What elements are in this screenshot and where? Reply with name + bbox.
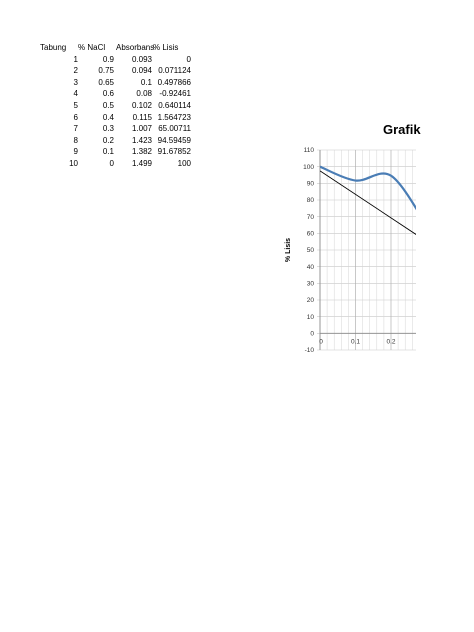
y-tick-label: 90 xyxy=(306,180,314,188)
table-cell: 10 xyxy=(69,158,78,168)
table-cell: 0.1 xyxy=(140,77,152,87)
chart-axes xyxy=(303,147,416,354)
table-cell: 0.115 xyxy=(132,112,152,122)
x-tick-label: 0.1 xyxy=(350,338,361,346)
chart-series xyxy=(320,167,427,237)
x-tick-label: 0 xyxy=(319,338,323,346)
table-cell: 1.564723 xyxy=(157,112,191,122)
table-cell: 0.2 xyxy=(102,135,114,145)
table-cell: 9 xyxy=(73,147,78,157)
table-cell: 100 xyxy=(177,158,191,168)
y-tick-label: 20 xyxy=(306,297,314,305)
y-tick-label: 50 xyxy=(306,247,314,255)
header-lisis: % Lisis xyxy=(153,43,179,52)
table-cell: 4 xyxy=(73,89,78,99)
y-axis-label: % Lisis xyxy=(285,237,292,263)
table-cell: 7 xyxy=(73,124,78,134)
table-cell: 0.6 xyxy=(102,89,114,99)
table-cell: 0.640114 xyxy=(158,100,191,110)
y-tick-label: 80 xyxy=(306,197,314,205)
table-cell: 0 xyxy=(109,158,114,168)
table-cell: 2 xyxy=(73,66,78,76)
header-tabung: Tabung xyxy=(40,43,67,52)
y-tick-label: 100 xyxy=(303,163,314,171)
y-tick-label: 70 xyxy=(306,213,314,221)
table-cell: 0.497866 xyxy=(157,77,191,87)
header-absorbans: Absorbans xyxy=(116,43,155,52)
table-cell: 0.5 xyxy=(102,100,114,110)
y-tick-label: 0 xyxy=(310,330,314,338)
x-tick-label: 0.2 xyxy=(386,338,396,346)
table-cell: 0.102 xyxy=(131,100,152,110)
table-cell: 1.423 xyxy=(131,135,152,145)
table-cell: 0.9 xyxy=(102,54,114,64)
table-cell: 8 xyxy=(73,135,78,145)
table-cell: 0.071124 xyxy=(158,66,191,76)
table-cell: 94.59459 xyxy=(157,135,191,145)
chart-title: Grafik xyxy=(383,122,421,137)
table-cell: 0.3 xyxy=(102,124,114,134)
y-tick-label: -10 xyxy=(304,347,314,355)
table-cell: 5 xyxy=(73,100,78,110)
table-cell: 0.08 xyxy=(136,89,152,99)
y-tick-label: 30 xyxy=(306,280,314,288)
header-nacl: % NaCl xyxy=(78,43,106,52)
chart-grid xyxy=(317,150,416,350)
y-tick-label: 110 xyxy=(303,147,314,155)
table-cell: 1.382 xyxy=(131,147,152,157)
y-tick-label: 40 xyxy=(306,263,314,271)
table-cell: 1.007 xyxy=(131,124,152,134)
table-cell: 0.094 xyxy=(131,66,152,76)
table-cell: 0 xyxy=(186,54,191,64)
table-cell: 91.67852 xyxy=(157,147,191,157)
table-cell: 0.75 xyxy=(98,66,114,76)
table-cell: 0.093 xyxy=(131,54,152,64)
table-cell: 0.1 xyxy=(102,147,114,157)
y-tick-label: 60 xyxy=(306,230,314,238)
lysis-curve-line xyxy=(320,167,427,225)
table-cell: 65.00711 xyxy=(158,124,191,134)
table-cell: 1.499 xyxy=(131,158,152,168)
table-cell: 6 xyxy=(73,112,78,122)
table-cell: -0.92461 xyxy=(159,89,191,99)
y-tick-label: 10 xyxy=(306,313,314,321)
table-cell: 1 xyxy=(73,54,78,64)
table-cell: 0.4 xyxy=(102,112,114,122)
table-cell: 3 xyxy=(73,77,78,87)
table-cell: 0.65 xyxy=(98,77,114,87)
